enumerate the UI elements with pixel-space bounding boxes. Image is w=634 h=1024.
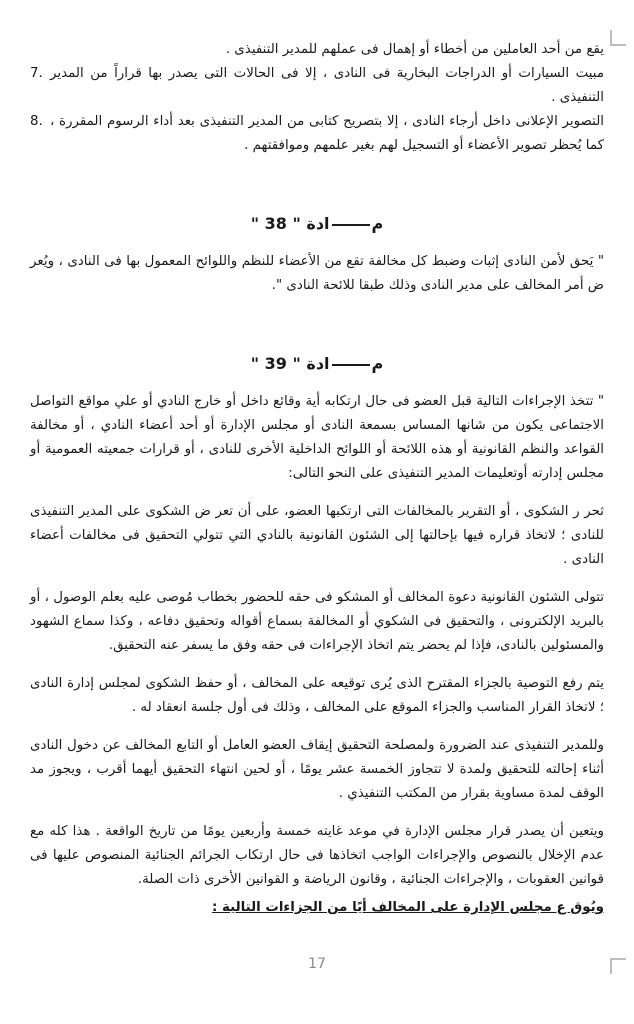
heading-part-b: ادة " 38 " bbox=[250, 214, 330, 233]
article-39-heading bbox=[30, 352, 604, 378]
heading-part-a: م bbox=[371, 354, 384, 373]
article-39-paragraph-2: ثحر ر الشكوى ، أو التقرير بالمخالفات التى ارتكبها العضو، على أن تعر ض الشكوى على المدير التنفيذى للنادى ؛ لاتخاذ قراره فيها بإحالتها إلى الشئون القانونية بالنادي التي تتولي التحقيق فى مخالفات أعضاء النادى . bbox=[30, 504, 604, 567]
article-39-paragraph-3: تتولى الشئون القانونية دعوة المخالف أو المشكو فى حقه للحضور بخطاب مُوصى عليه بعلم الوصول ، أو بالبريد الإلكترونى ، والتحقيق فى الشكوي أو المخالفة بسماع أقواله وتحقيق دفاعه ، وكذا سماع الشهود والمسئولين بالنادى، فإذا لم يحضر يتم اتخاذ الإجراءات فى حقه وفق ما يسفر عنه التحقيق. bbox=[30, 590, 604, 653]
heading-part-b: ادة " 39 " bbox=[250, 354, 330, 373]
heading-dash bbox=[332, 364, 370, 366]
article-39-paragraph-4: يتم رفع التوصية بالجزاء المقترح الذى يُرى توقيعه على المخالف ، أو حفظ الشكوى لمجلس إدارة النادى ؛ لاتخاذ القرار المناسب والجزاء الموقع على المخالف ، وذلك فى أول جلسة انعقاد له . bbox=[30, 676, 604, 715]
list-item-7 bbox=[30, 62, 604, 110]
list-item-8 bbox=[30, 110, 604, 158]
heading-part-a: م bbox=[371, 214, 384, 233]
list-text: مبيت السيارات أو الدراجات البخارية فى النادى ، إلا فى الحالات التى يصدر بها قراراً من المدير التنفيذى . bbox=[50, 66, 604, 105]
article-39-paragraph-1: " تتخذ الإجراءات التالية قبل العضو فى حال ارتكابه أية وقائع داخل أو خارج النادي أو علي مواقع التواصل الاجتماعى يكون من شانها المساس بسمعة النادى أو مجلس الإدارة أو أحد أعضاء النادي ، أو مخالفة القواعد والنظم القانونية أو هذه اللائحة أو اللوائح الداخلية الأخرى للنادى ، أو قرارات جمعيته العمومية أو مجلس إدارته أوتعليمات المدير التنفيذى على النحو التالى: bbox=[30, 394, 604, 481]
list-number: 7. bbox=[30, 66, 43, 81]
article-39-paragraph-6: ويتعين أن يصدر قرار مجلس الإدارة في موعد غايته خمسة وأربعين يومًا من تاريخ الواقعة . هذا كله مع عدم الإخلال بالنصوص والإجراءات الواجب اتخاذها فى حال ارتكاب الجرائم الجنائية المنصوص عليها فى قوانين العقوبات ، والإجراءات الجنائية ، وقانون الرياضة و القوانين الأخرى ذات الصلة. bbox=[30, 824, 604, 887]
list-text: التصوير الإعلانى داخل أرجاء النادى ، إلا بتصريح كتابى من المدير التنفيذى بعد أداء الرسوم المقررة ، كما يُحظر تصوير الأعضاء أو التسجيل لهم بغير علمهم وموافقتهم . bbox=[50, 114, 604, 153]
document-page bbox=[30, 38, 604, 978]
article-39-paragraph-7: ويُوق ع مجلس الإدارة على المخالف أيًا من الجزاءات التالية : bbox=[211, 900, 604, 915]
intro-line: يقع من أحد العاملين من أخطاء أو إهمال فى عملهم للمدير التنفيذى . bbox=[225, 42, 604, 57]
article-38-text: " يَحق لأمن النادى إثبات وضبط كل مخالفة تقع من الأعضاء للنظم واللوائح المعمول بها فى النادى ، ويُعر ض أمر المخالف على مدير النادى وذلك طبقا للائحة النادى ". bbox=[30, 254, 604, 293]
heading-dash bbox=[332, 224, 370, 226]
list-number: 8. bbox=[30, 114, 43, 129]
corner-mark-top bbox=[610, 30, 626, 46]
article-39-paragraph-5: وللمدير التنفيذى عند الضرورة ولمصلحة التحقيق إيقاف العضو العامل أو التابع المخالف عن دخول النادى أثناء إحالته للتحقيق ولمدة لا تتجاوز الخمسة عشر يومًا ، أو لحين انتهاء التحقيق أيهما أقرب ، ويجوز مد الوقف لمدة مساوية بقرار من المكتب التنفيذي . bbox=[30, 738, 604, 801]
page-number: 17 bbox=[308, 956, 326, 972]
article-38-heading bbox=[30, 212, 604, 238]
